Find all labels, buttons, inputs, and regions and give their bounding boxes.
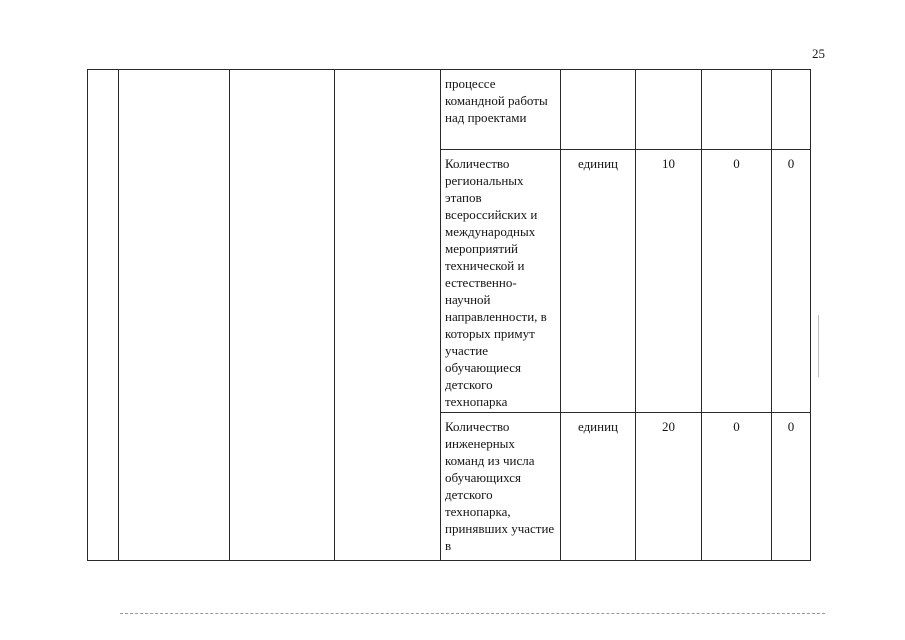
bottom-rule	[120, 613, 825, 614]
empty-cell-col2	[119, 70, 230, 561]
value-cell-1: 20	[636, 413, 702, 561]
unit-cell: единиц	[561, 413, 636, 561]
indicator-cell: Количество региональных этапов всероссийских и международных мероприятий технической и естественно-научной направленности, в которых примут участие обучающиеся детского технопарка	[441, 150, 561, 413]
value-cell-2: 0	[702, 413, 772, 561]
indicator-table	[87, 69, 811, 561]
empty-cell-col3	[230, 70, 335, 561]
value-cell-3: 0	[772, 413, 811, 561]
table-row	[88, 70, 811, 150]
unit-cell: единиц	[561, 150, 636, 413]
empty-cell-col1	[88, 70, 119, 561]
value-cell-3	[772, 70, 811, 150]
value-cell-2	[702, 70, 772, 150]
value-cell-3: 0	[772, 150, 811, 413]
unit-cell	[561, 70, 636, 150]
indicator-cell: процессе командной работы над проектами	[441, 70, 561, 150]
page-number: 25	[812, 46, 825, 61]
scan-artifact-line	[818, 315, 819, 377]
value-cell-2: 0	[702, 150, 772, 413]
value-cell-1	[636, 70, 702, 150]
value-cell-1: 10	[636, 150, 702, 413]
empty-cell-col4	[335, 70, 441, 561]
indicator-cell: Количество инженерных команд из числа обучающихся детского технопарка, принявших участие в	[441, 413, 561, 561]
